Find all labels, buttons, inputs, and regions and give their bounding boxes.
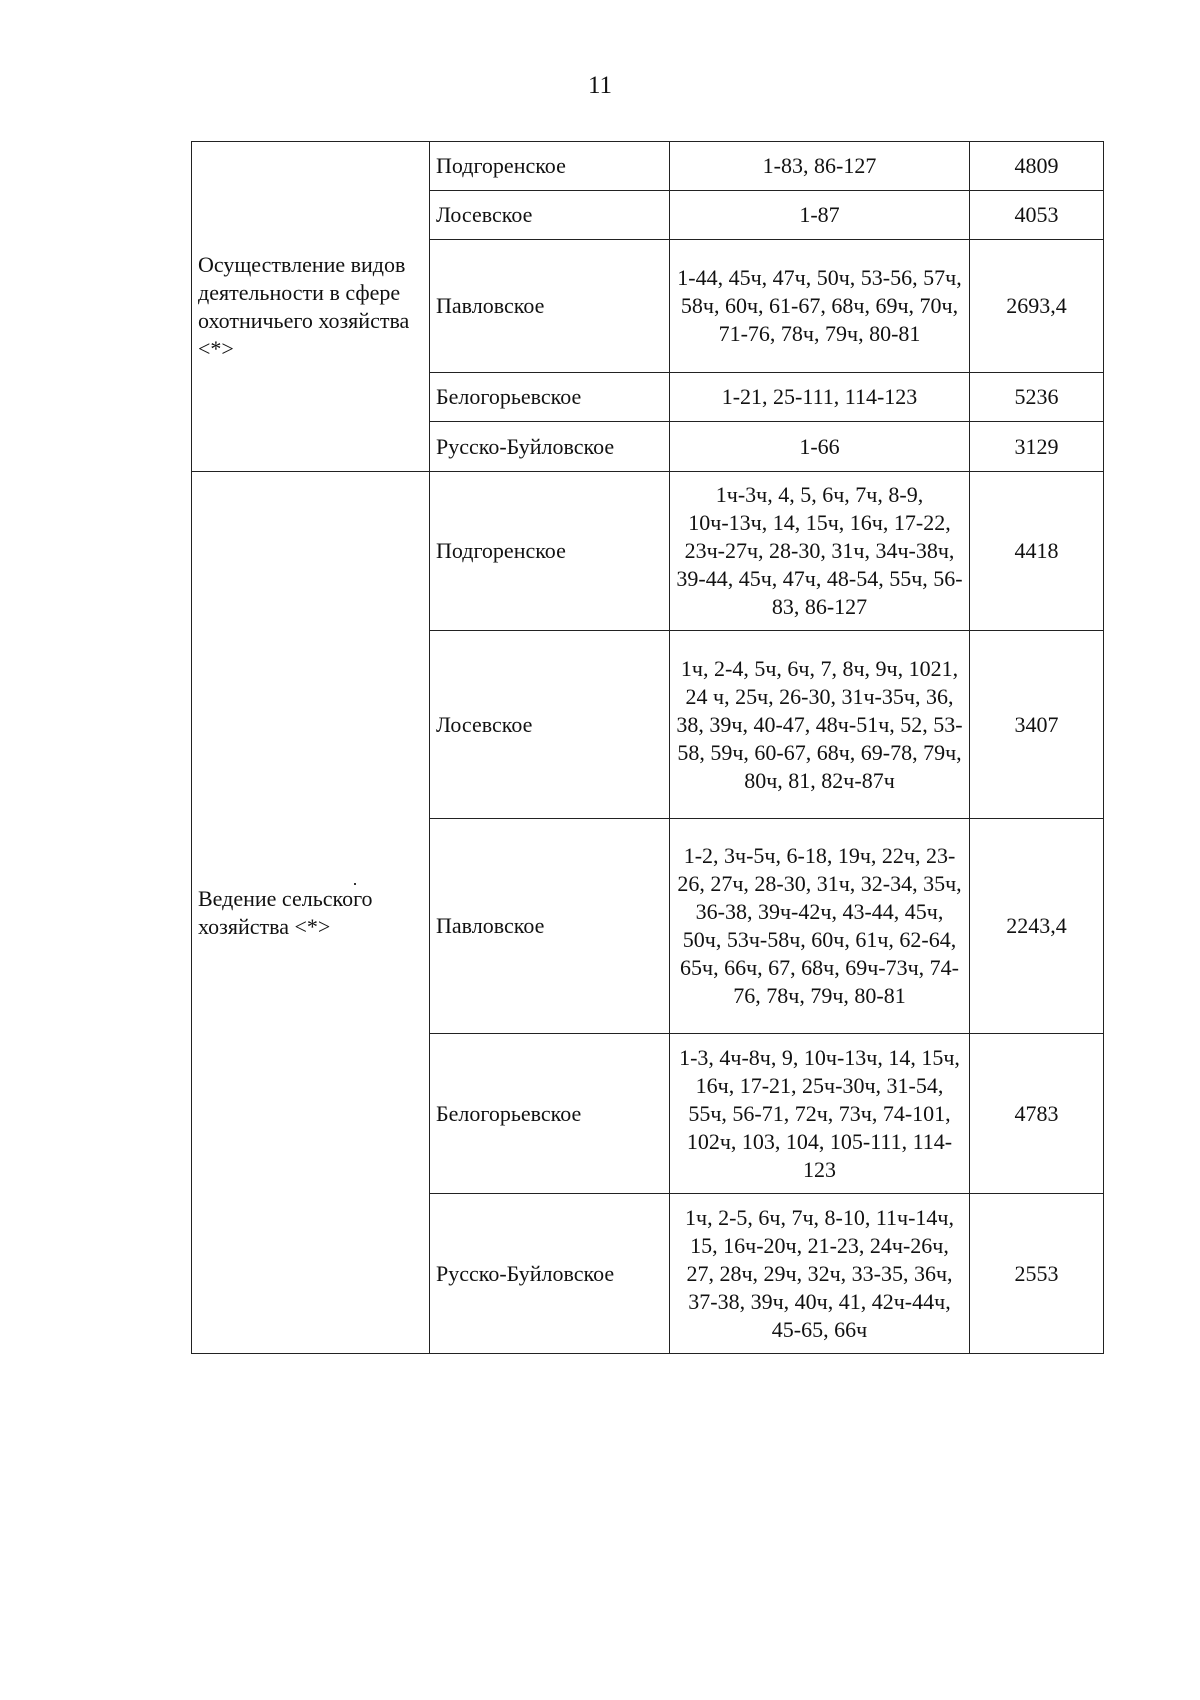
- area-cell: 3407: [970, 631, 1104, 819]
- activity-cell: Осуществление видов деятельности в сфере охотничьего хозяйства <*>: [192, 142, 430, 472]
- quarters-cell: 1-2, 3ч-5ч, 6-18, 19ч, 22ч, 23-26, 27ч, 28-30, 31ч, 32-34, 35ч, 36-38, 39ч-42ч, 43-44, 45ч, 50ч, 53ч-58ч, 60ч, 61ч, 62-64, 65ч, 66ч, 67, 68ч, 69ч-73ч, 74-76, 78ч, 79ч, 80-81: [670, 819, 970, 1034]
- quarters-cell: 1ч, 2-4, 5ч, 6ч, 7, 8ч, 9ч, 1021, 24 ч, 25ч, 26-30, 31ч-35ч, 36, 38, 39ч, 40-47, 48ч-51ч, 52, 53-58, 59ч, 60-67, 68ч, 69-78, 79ч, 80ч, 81, 82ч-87ч: [670, 631, 970, 819]
- area-cell: 4783: [970, 1034, 1104, 1194]
- area-cell: 2243,4: [970, 819, 1104, 1034]
- quarters-cell: 1ч, 2-5, 6ч, 7ч, 8-10, 11ч-14ч, 15, 16ч-20ч, 21-23, 24ч-26ч, 27, 28ч, 29ч, 32ч, 33-35, 36ч, 37-38, 39ч, 40ч, 41, 42ч-44ч, 45-65, 66ч: [670, 1194, 970, 1354]
- settlement-cell: Павловское: [430, 240, 670, 373]
- area-cell: 4053: [970, 191, 1104, 240]
- quarters-cell: 1-83, 86-127: [670, 142, 970, 191]
- settlement-cell: Павловское: [430, 819, 670, 1034]
- scan-speck: [354, 883, 356, 885]
- quarters-cell: 1-21, 25-111, 114-123: [670, 373, 970, 422]
- settlement-cell: Лосевское: [430, 631, 670, 819]
- quarters-cell: 1-66: [670, 422, 970, 472]
- quarters-cell: 1-3, 4ч-8ч, 9, 10ч-13ч, 14, 15ч, 16ч, 17-21, 25ч-30ч, 31-54, 55ч, 56-71, 72ч, 73ч, 74-101, 102ч, 103, 104, 105-111, 114-123: [670, 1034, 970, 1194]
- quarters-cell: 1-87: [670, 191, 970, 240]
- table-row: [192, 472, 1104, 631]
- settlement-cell: Белогорьевское: [430, 1034, 670, 1194]
- activity-cell: Ведение сельского хозяйства <*>: [192, 472, 430, 1354]
- area-cell: 3129: [970, 422, 1104, 472]
- settlement-cell: Русско-Буйловское: [430, 1194, 670, 1354]
- settlement-cell: Лосевское: [430, 191, 670, 240]
- settlement-cell: Подгоренское: [430, 142, 670, 191]
- settlement-cell: Подгоренское: [430, 472, 670, 631]
- area-cell: 2553: [970, 1194, 1104, 1354]
- settlement-cell: Русско-Буйловское: [430, 422, 670, 472]
- area-cell: 4418: [970, 472, 1104, 631]
- page-number: 11: [587, 72, 613, 99]
- quarters-cell: 1ч-3ч, 4, 5, 6ч, 7ч, 8-9, 10ч-13ч, 14, 15ч, 16ч, 17-22, 23ч-27ч, 28-30, 31ч, 34ч-38ч, 39-44, 45ч, 47ч, 48-54, 55ч, 56-83, 86-127: [670, 472, 970, 631]
- area-cell: 4809: [970, 142, 1104, 191]
- area-cell: 5236: [970, 373, 1104, 422]
- area-cell: 2693,4: [970, 240, 1104, 373]
- settlement-cell: Белогорьевское: [430, 373, 670, 422]
- land-use-table: [191, 141, 1104, 1354]
- quarters-cell: 1-44, 45ч, 47ч, 50ч, 53-56, 57ч, 58ч, 60ч, 61-67, 68ч, 69ч, 70ч, 71-76, 78ч, 79ч, 80-81: [670, 240, 970, 373]
- table-row: [192, 142, 1104, 191]
